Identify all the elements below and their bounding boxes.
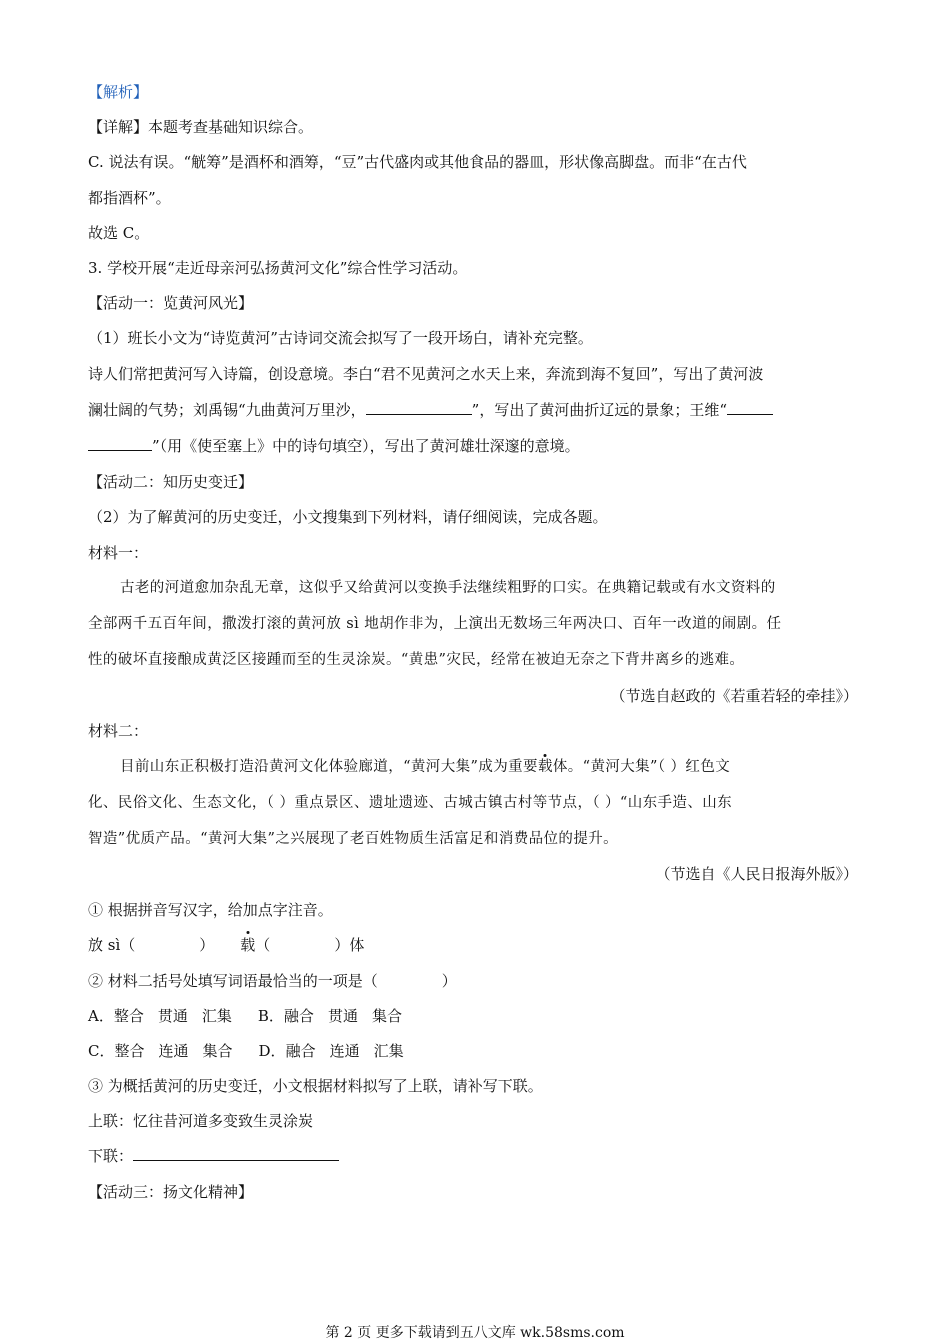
poem-paragraph-line3 <box>88 436 580 456</box>
option-c-word2: 连通 <box>158 1042 189 1060</box>
upper-couplet: 上联：忆往昔河道多变致生灵涂炭 <box>88 1112 314 1130</box>
material-2-label: 材料二： <box>88 722 149 740</box>
page-footer: 第 2 页 更多下载请到五八文库 wk.58sms.com <box>325 1325 625 1341</box>
sub-question-2-close: ） <box>441 972 457 990</box>
poem-line3-text: ”（用《使至塞上》中的诗句填空），写出了黄河雄壮深邃的意境。 <box>152 437 580 455</box>
blank-wangwei-line-end <box>88 436 152 451</box>
material-2-source: （节选自《人民日报海外版》） <box>655 865 858 883</box>
option-d-label: D． <box>258 1042 286 1060</box>
option-c-label: C． <box>88 1042 115 1060</box>
option-b-word2: 贯通 <box>327 1007 358 1025</box>
material-1-label: 材料一： <box>88 544 149 562</box>
question-3-2: （2）为了解黄河的历史变迁，小文搜集到下列材料，请仔细阅读，完成各题。 <box>88 508 608 526</box>
option-d-word2: 连通 <box>329 1042 360 1060</box>
option-a-word1: 整合 <box>113 1007 144 1025</box>
zai-close: ）体 <box>334 936 365 954</box>
blank-wangwei-line-start <box>727 400 773 415</box>
option-a-word3: 汇集 <box>201 1007 232 1025</box>
poem-line2-part1: 澜壮阔的气势；刘禹锡“九曲黄河万里沙， <box>88 401 366 419</box>
fang-si-close: ） <box>199 936 215 954</box>
sub-question-2 <box>88 971 457 991</box>
material-2-line1 <box>120 757 730 777</box>
activity-3-heading: 【活动三：扬文化精神】 <box>88 1183 254 1201</box>
option-c-explanation-line2: 都指酒杯”。 <box>88 189 171 207</box>
material-2-line1-part2: 体。“黄河大集”（ ）红色文 <box>552 759 731 775</box>
dotted-character-zai: 载 <box>537 759 553 775</box>
options-row-ab <box>88 1006 402 1026</box>
option-d-word1: 融合 <box>285 1042 316 1060</box>
sub-question-1-blanks <box>88 935 364 955</box>
option-b-word1: 融合 <box>283 1007 314 1025</box>
option-a-label: A． <box>88 1007 114 1025</box>
material-2-line2: 化、民俗文化、生态文化，（ ）重点景区、遗址遗迹、古城古镇古村等节点，（ ）“山东手造、山东 <box>88 795 733 811</box>
poem-paragraph-line2 <box>88 400 773 420</box>
option-c-explanation-line1: C. 说法有误。“觥筹”是酒杯和酒筹，“豆”古代盛肉或其他食品的器皿，形状像高脚盘。而非“在古代 <box>88 153 747 171</box>
options-row-cd <box>88 1041 404 1061</box>
option-b-word3: 集合 <box>371 1007 402 1025</box>
question-3-1: （1）班长小文为“诗览黄河”古诗词交流会拟写了一段开场白，请补充完整。 <box>88 329 593 347</box>
material-2-line1-part1: 目前山东正积极打造沿黄河文化体验廊道，“黄河大集”成为重要 <box>120 759 538 775</box>
lower-couplet-label: 下联： <box>88 1147 134 1165</box>
material-1-line3: 性的破坏直接酿成黄泛区接踵而至的生灵涂炭。“黄患”灾民，经常在被迫无奈之下背井离乡的逃难。 <box>88 652 745 668</box>
option-c-word1: 整合 <box>114 1042 145 1060</box>
activity-2-heading: 【活动二：知历史变迁】 <box>88 473 254 491</box>
option-d-word3: 汇集 <box>373 1042 404 1060</box>
option-a-word2: 贯通 <box>157 1007 188 1025</box>
answer-line: 故选 C。 <box>88 224 150 242</box>
question-3-title: 3. 学校开展“走近母亲河弘扬黄河文化”综合性学习活动。 <box>88 259 468 277</box>
option-b-label: B． <box>257 1007 284 1025</box>
lower-couplet <box>88 1146 339 1166</box>
detail-line: 【详解】本题考查基础知识综合。 <box>88 118 314 136</box>
material-1-source: （节选自赵政的《若重若轻的牵挂》） <box>610 687 858 705</box>
lower-couplet-blank <box>133 1146 339 1161</box>
option-c-word3: 集合 <box>202 1042 233 1060</box>
material-1-line1: 古老的河道愈加杂乱无章，这似乎又给黄河以变换手法继续粗野的口实。在典籍记载或有水文资料的 <box>120 580 776 596</box>
material-2-line3: 智造”优质产品。“黄河大集”之兴展现了老百姓物质生活富足和消费品位的提升。 <box>88 831 619 847</box>
fang-si-label: 放 sì（ <box>88 936 136 954</box>
sub-question-2-text: ② 材料二括号处填写词语最恰当的一项是（ <box>88 972 378 990</box>
poem-line2-part2: ”，写出了黄河曲折辽远的景象；王维“ <box>471 401 728 419</box>
poem-paragraph-line1: 诗人们常把黄河写入诗篇，创设意境。李白“君不见黄河之水天上来，奔流到海不复回”，写出了黄河波 <box>88 365 764 383</box>
sub-question-3: ③ 为概括黄河的历史变迁，小文根据材料拟写了上联，请补写下联。 <box>88 1077 543 1095</box>
zai-open: （ <box>255 936 271 954</box>
zai-dotted-char: 载 <box>240 936 256 954</box>
analysis-heading: 【解析】 <box>88 83 149 101</box>
sub-question-1: ① 根据拼音写汉字，给加点字注音。 <box>88 901 333 919</box>
activity-1-heading: 【活动一：览黄河风光】 <box>88 294 254 312</box>
material-1-line2: 全部两千五百年间，撒泼打滚的黄河放 sì 地胡作非为，上演出无数场三年两决口、百年一改道的闹剧。任 <box>88 616 782 632</box>
blank-liuyuxi-line <box>366 400 472 415</box>
